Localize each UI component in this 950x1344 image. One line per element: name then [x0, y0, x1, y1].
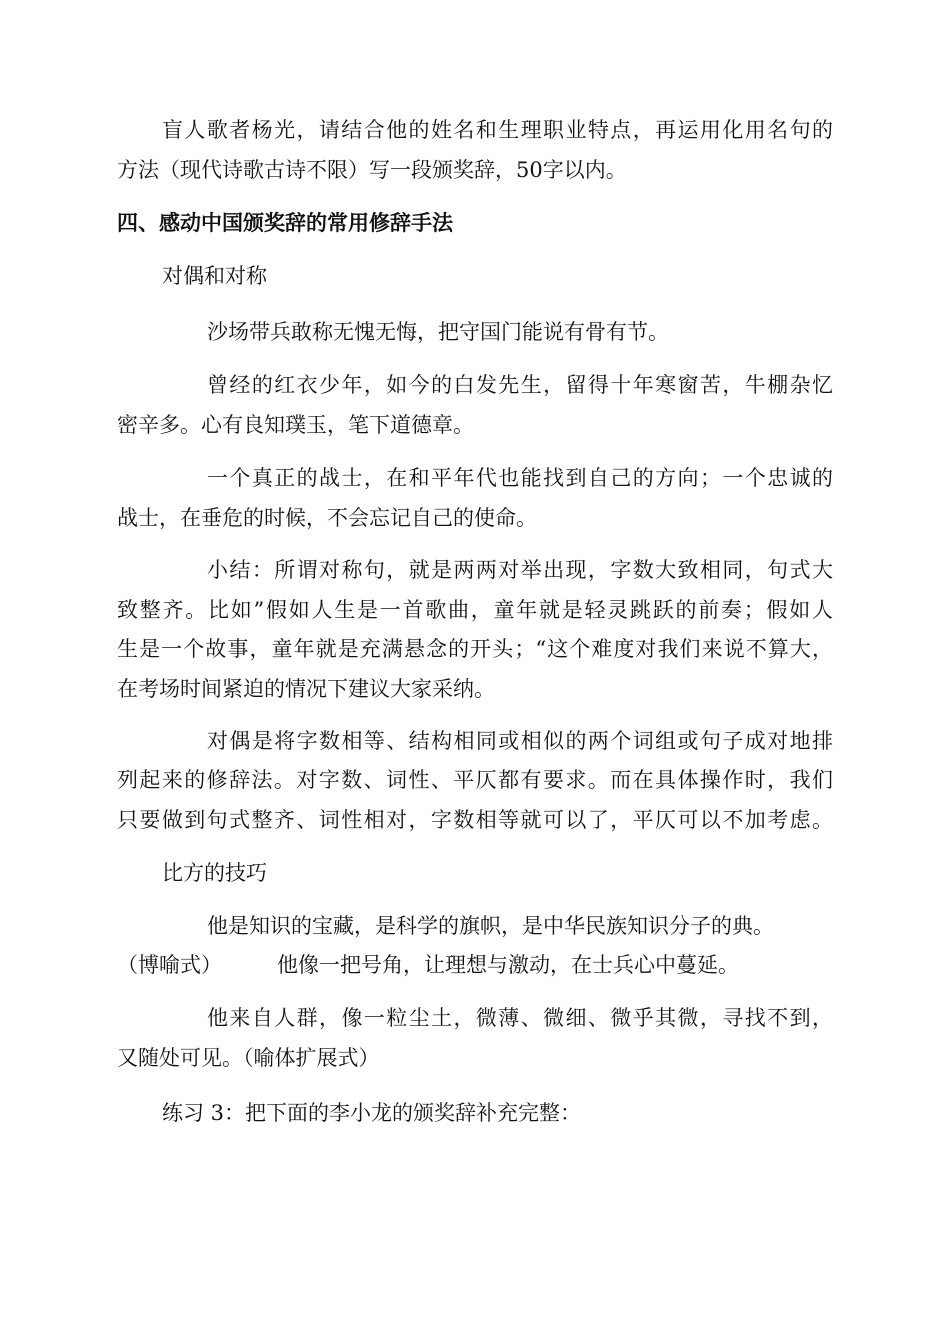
exercise-2-line-1: 盲人歌者杨光，请结合他的姓名和生理职业特点，再运用化用名句的	[162, 118, 833, 142]
example-1-line-1: 沙场带兵敢称无愧无悔，把守国门能说有骨有节。	[207, 320, 669, 344]
summary-line-3: 生是一个故事，童年就是充满悬念的开头；“这个难度对我们来说不算大，	[117, 637, 833, 661]
exercise-2-line-2: 方法（现代诗歌古诗不限）写一段颁奖辞，50字以内。	[117, 158, 627, 182]
summary-line-2: 致整齐。比如”假如人生是一首歌曲，童年就是轻灵跳跃的前奏；假如人	[117, 598, 833, 622]
duiou-definition-line-2: 列起来的修辞法。对字数、词性、平仄都有要求。而在具体操作时，我们	[117, 768, 833, 792]
duiou-definition-line-1: 对偶是将字数相等、结构相同或相似的两个词组或句子成对地排	[207, 729, 833, 753]
example-2-line-1: 曾经的红衣少年，如今的白发先生，留得十年寒窗苦，牛棚杂忆	[207, 373, 833, 397]
example-2-line-2: 密辛多。心有良知璞玉，笔下道德章。	[117, 413, 474, 437]
example-3-line-2: 战士，在垂危的时候，不会忘记自己的使命。	[117, 506, 537, 530]
example-5-line-2: 又随处可见。（喻体扩展式）	[117, 1046, 380, 1070]
subheading-bifang: 比方的技巧	[162, 861, 267, 885]
summary-line-4: 在考场时间紧迫的情况下建议大家采纳。	[117, 677, 495, 701]
subheading-duiou: 对偶和对称	[162, 264, 267, 288]
example-4-line-1: 他是知识的宝藏，是科学的旗帜，是中华民族知识分子的典。	[207, 914, 774, 938]
example-4-line-2	[117, 950, 833, 980]
section-heading: 四、感动中国颁奖辞的常用修辞手法	[117, 210, 453, 235]
summary-line-1: 小结：所谓对称句，就是两两对举出现，字数大致相同，句式大	[207, 558, 833, 582]
example-3-line-1: 一个真正的战士，在和平年代也能找到自己的方向；一个忠诚的	[207, 466, 833, 490]
example-4-tag: （博喻式）	[117, 953, 222, 977]
example-4-second-sentence: 他像一把号角，让理想与激动，在士兵心中蔓延。	[277, 953, 739, 977]
exercise-3: 练习 3：把下面的李小龙的颁奖辞补充完整：	[162, 1101, 582, 1125]
duiou-definition-line-3: 只要做到句式整齐、词性相对，字数相等就可以了，平仄可以不加考虑。	[117, 808, 833, 832]
example-5-line-1: 他来自人群，像一粒尘土，微薄、微细、微乎其微，寻找不到，	[207, 1006, 833, 1030]
